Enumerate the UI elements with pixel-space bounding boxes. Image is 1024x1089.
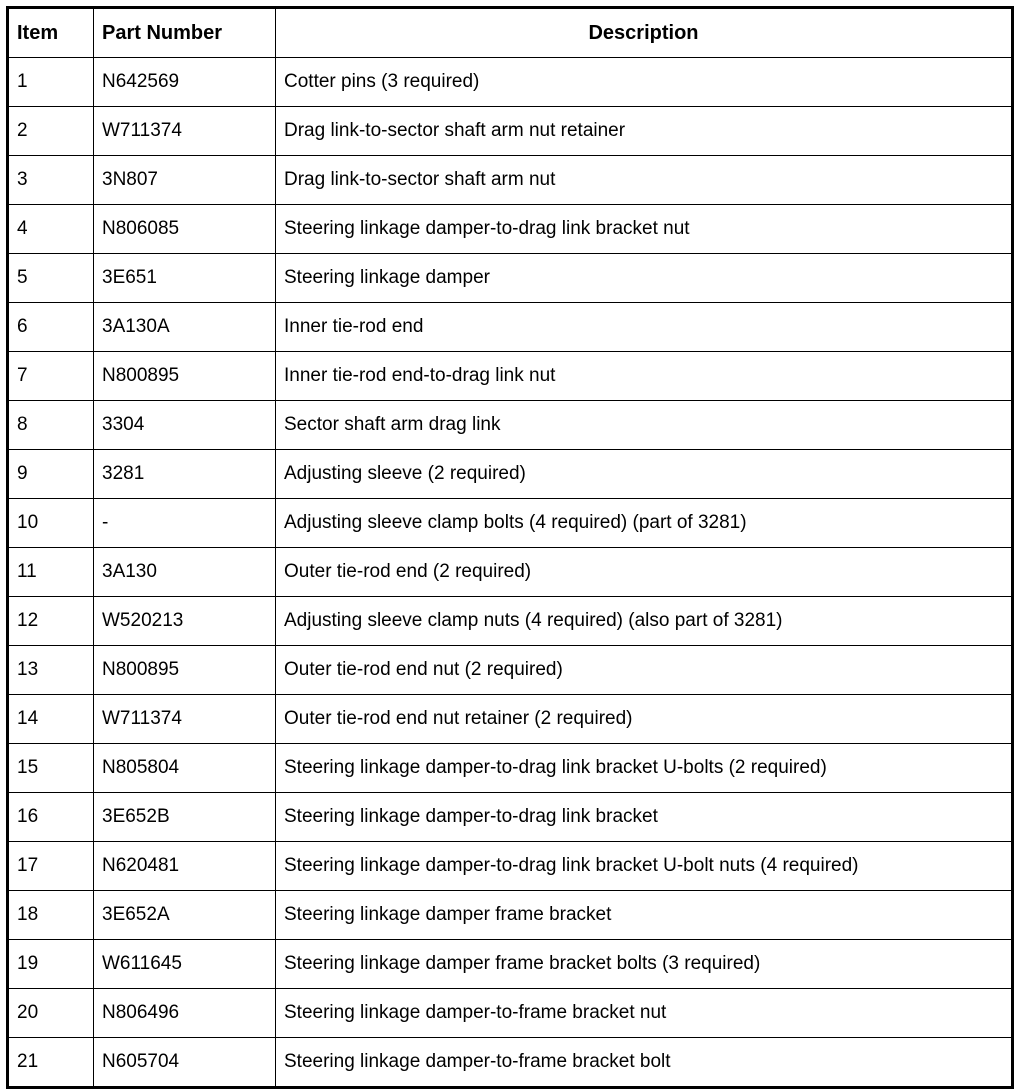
cell-description: Outer tie-rod end nut (2 required) — [276, 646, 1013, 695]
table-row — [8, 646, 1013, 695]
cell-item: 14 — [8, 695, 94, 744]
cell-part-number: N805804 — [94, 744, 276, 793]
cell-item: 16 — [8, 793, 94, 842]
cell-item: 6 — [8, 303, 94, 352]
cell-description: Sector shaft arm drag link — [276, 401, 1013, 450]
cell-part-number: 3A130A — [94, 303, 276, 352]
cell-description: Steering linkage damper frame bracket — [276, 891, 1013, 940]
table-row — [8, 352, 1013, 401]
cell-description: Steering linkage damper-to-frame bracket nut — [276, 989, 1013, 1038]
cell-item: 7 — [8, 352, 94, 401]
cell-description: Inner tie-rod end-to-drag link nut — [276, 352, 1013, 401]
cell-description: Steering linkage damper-to-frame bracket bolt — [276, 1038, 1013, 1088]
cell-part-number: - — [94, 499, 276, 548]
cell-item: 10 — [8, 499, 94, 548]
cell-part-number: W611645 — [94, 940, 276, 989]
cell-description: Steering linkage damper — [276, 254, 1013, 303]
table-header-row — [8, 8, 1013, 58]
table-row — [8, 548, 1013, 597]
cell-description: Drag link-to-sector shaft arm nut retainer — [276, 107, 1013, 156]
cell-description: Adjusting sleeve (2 required) — [276, 450, 1013, 499]
cell-part-number: 3E652B — [94, 793, 276, 842]
cell-item: 19 — [8, 940, 94, 989]
table-row — [8, 205, 1013, 254]
cell-description: Inner tie-rod end — [276, 303, 1013, 352]
cell-item: 2 — [8, 107, 94, 156]
cell-part-number: N800895 — [94, 352, 276, 401]
table-header — [8, 8, 1013, 58]
cell-description: Adjusting sleeve clamp bolts (4 required) (part of 3281) — [276, 499, 1013, 548]
table-row — [8, 156, 1013, 205]
column-header-part-number: Part Number — [94, 8, 276, 58]
cell-description: Outer tie-rod end nut retainer (2 required) — [276, 695, 1013, 744]
cell-part-number: 3E651 — [94, 254, 276, 303]
cell-part-number: N800895 — [94, 646, 276, 695]
cell-part-number: 3304 — [94, 401, 276, 450]
cell-item: 15 — [8, 744, 94, 793]
cell-description: Outer tie-rod end (2 required) — [276, 548, 1013, 597]
table-row — [8, 107, 1013, 156]
cell-item: 18 — [8, 891, 94, 940]
cell-description: Drag link-to-sector shaft arm nut — [276, 156, 1013, 205]
table-row — [8, 744, 1013, 793]
cell-part-number: W711374 — [94, 695, 276, 744]
table-row — [8, 58, 1013, 107]
cell-part-number: N806496 — [94, 989, 276, 1038]
cell-part-number: N642569 — [94, 58, 276, 107]
table-body — [8, 58, 1013, 1088]
cell-item: 9 — [8, 450, 94, 499]
cell-part-number: 3E652A — [94, 891, 276, 940]
cell-item: 21 — [8, 1038, 94, 1088]
cell-item: 20 — [8, 989, 94, 1038]
table-row — [8, 597, 1013, 646]
cell-part-number: W520213 — [94, 597, 276, 646]
cell-description: Steering linkage damper-to-drag link bracket U-bolt nuts (4 required) — [276, 842, 1013, 891]
table-row — [8, 499, 1013, 548]
cell-item: 4 — [8, 205, 94, 254]
cell-description: Adjusting sleeve clamp nuts (4 required) (also part of 3281) — [276, 597, 1013, 646]
cell-item: 1 — [8, 58, 94, 107]
parts-list-table — [6, 6, 1014, 1089]
cell-part-number: 3A130 — [94, 548, 276, 597]
table-row — [8, 303, 1013, 352]
cell-item: 11 — [8, 548, 94, 597]
cell-description: Steering linkage damper frame bracket bolts (3 required) — [276, 940, 1013, 989]
cell-item: 13 — [8, 646, 94, 695]
cell-description: Steering linkage damper-to-drag link bracket — [276, 793, 1013, 842]
cell-item: 3 — [8, 156, 94, 205]
cell-description: Steering linkage damper-to-drag link bracket nut — [276, 205, 1013, 254]
table-row — [8, 989, 1013, 1038]
table-row — [8, 940, 1013, 989]
cell-part-number: 3281 — [94, 450, 276, 499]
cell-item: 12 — [8, 597, 94, 646]
table-row — [8, 891, 1013, 940]
cell-item: 17 — [8, 842, 94, 891]
column-header-description: Description — [276, 8, 1013, 58]
cell-description: Cotter pins (3 required) — [276, 58, 1013, 107]
table-row — [8, 695, 1013, 744]
cell-item: 5 — [8, 254, 94, 303]
cell-part-number: N620481 — [94, 842, 276, 891]
table-row — [8, 1038, 1013, 1088]
table-row — [8, 793, 1013, 842]
cell-item: 8 — [8, 401, 94, 450]
table-row — [8, 842, 1013, 891]
cell-part-number: 3N807 — [94, 156, 276, 205]
table-row — [8, 254, 1013, 303]
table-row — [8, 401, 1013, 450]
cell-part-number: N806085 — [94, 205, 276, 254]
cell-part-number: W711374 — [94, 107, 276, 156]
column-header-item: Item — [8, 8, 94, 58]
cell-part-number: N605704 — [94, 1038, 276, 1088]
table-row — [8, 450, 1013, 499]
cell-description: Steering linkage damper-to-drag link bracket U-bolts (2 required) — [276, 744, 1013, 793]
